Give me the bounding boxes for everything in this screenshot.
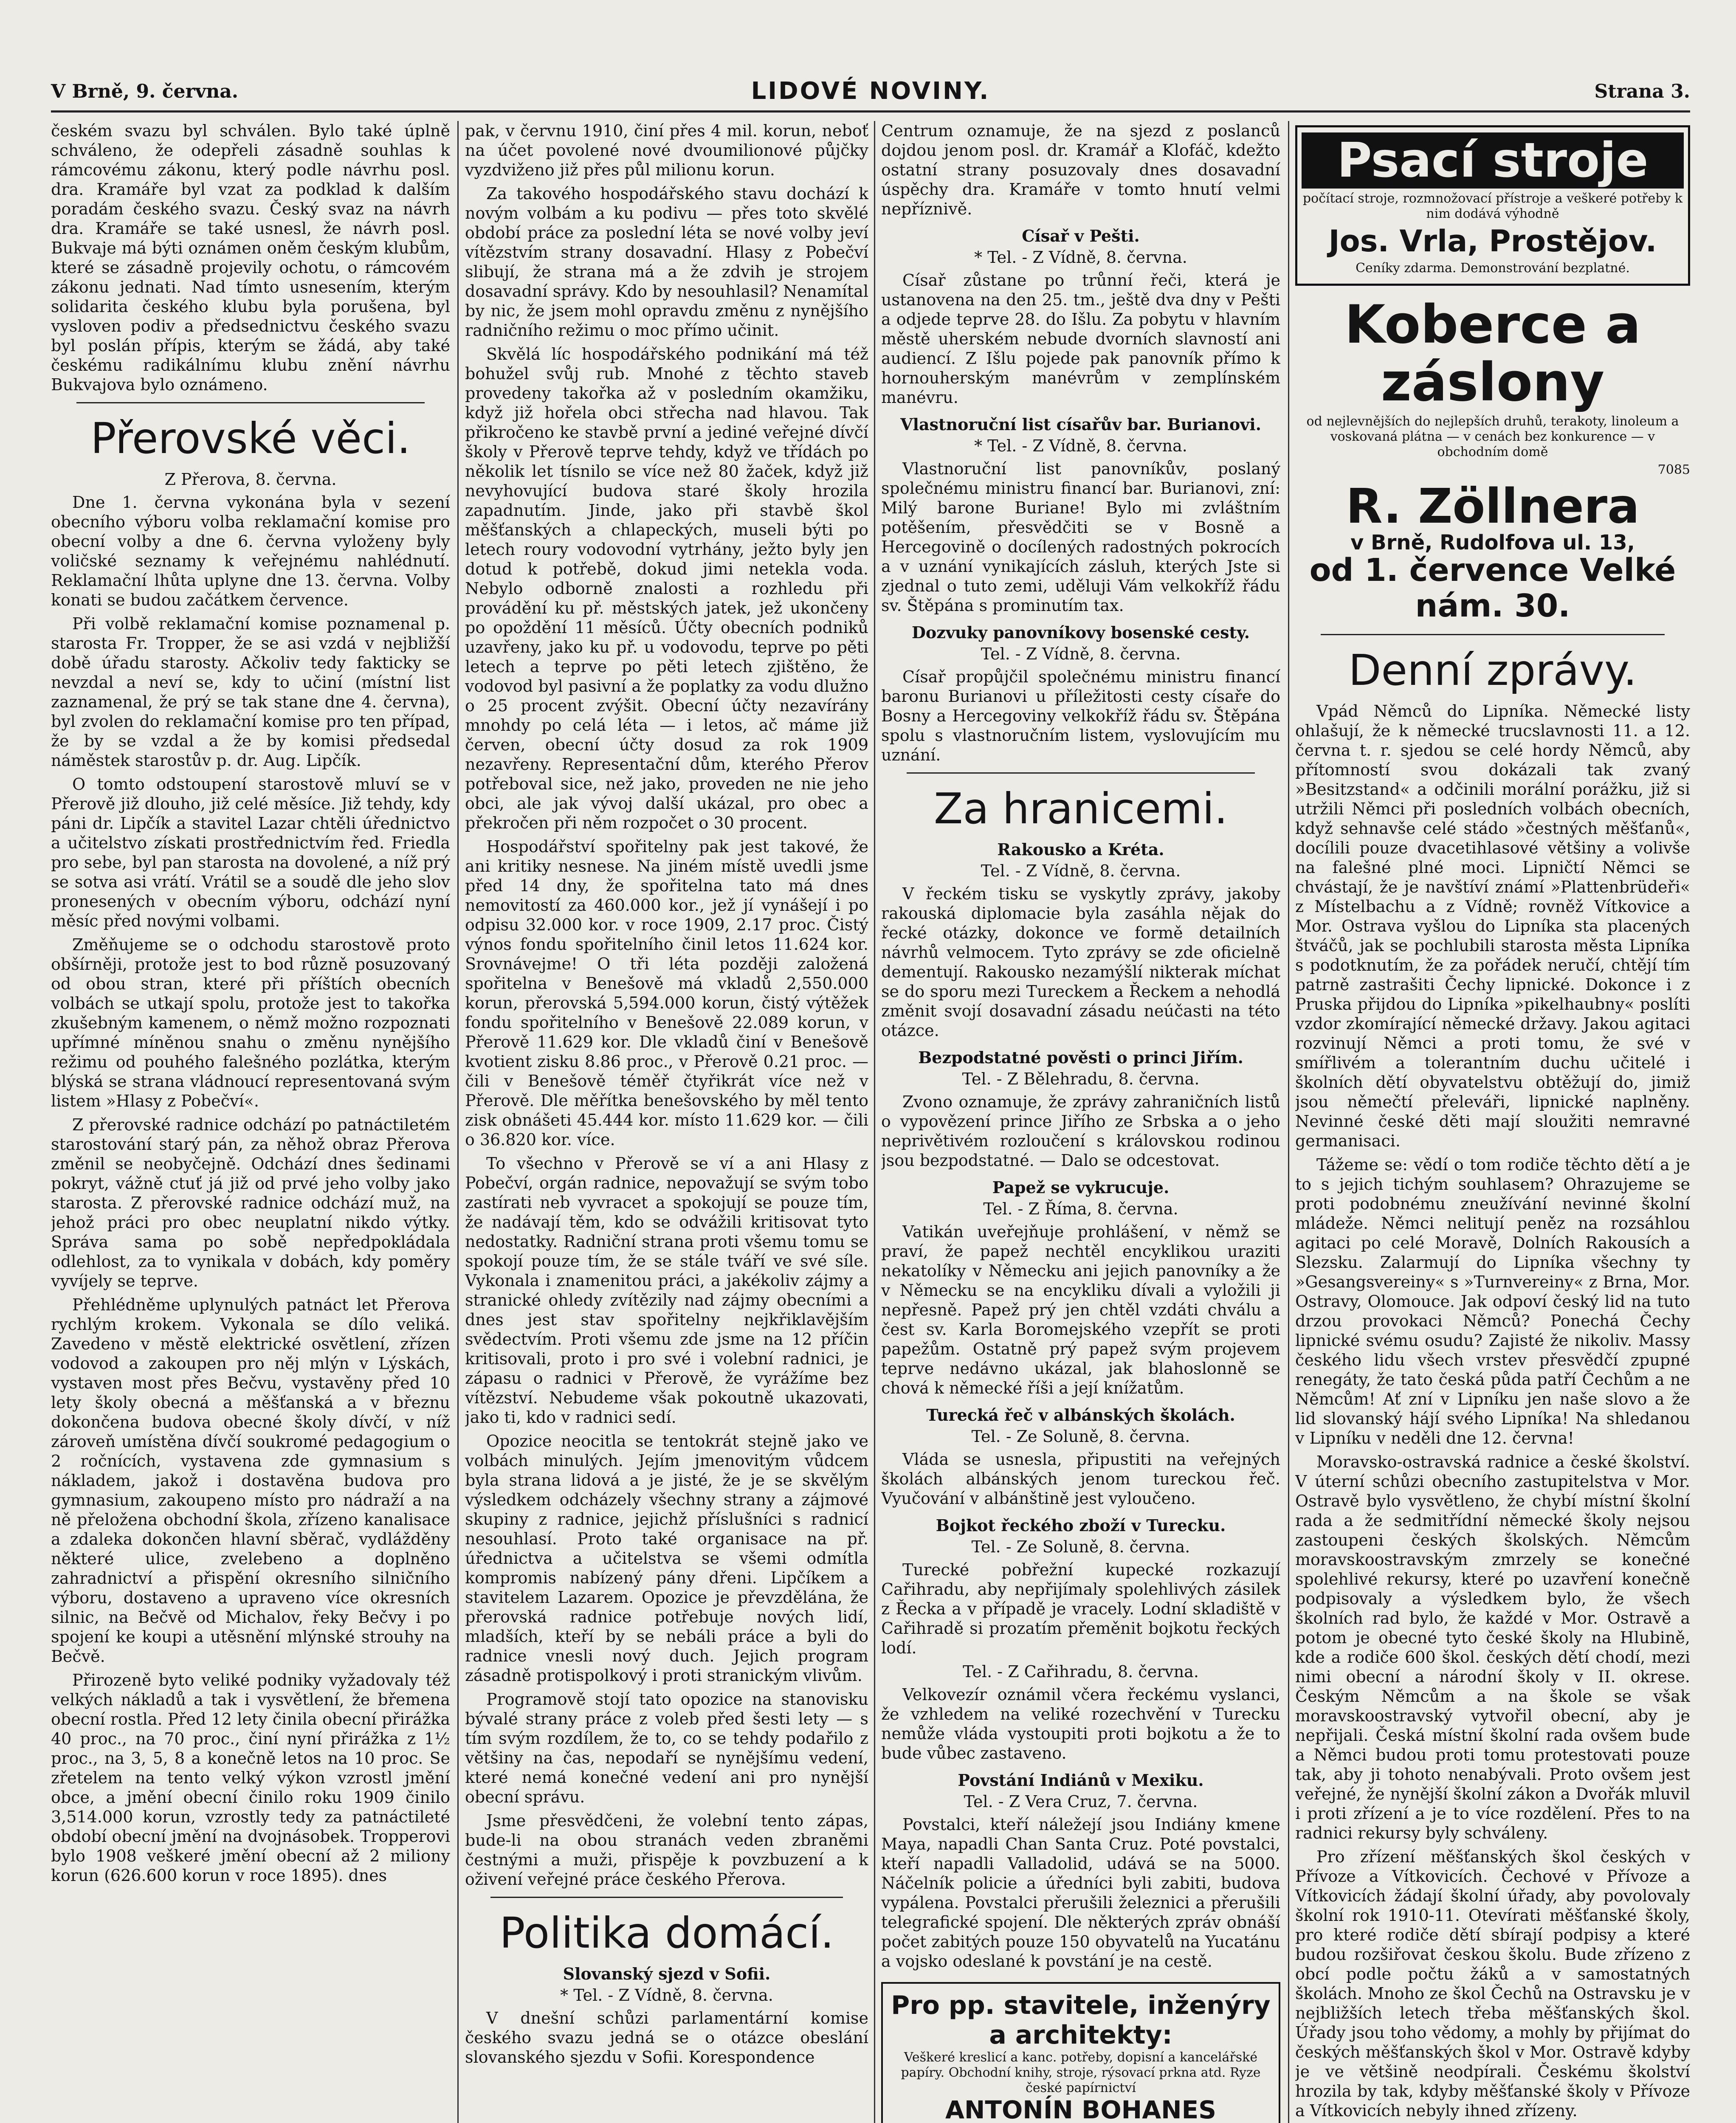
paragraph: To všechno v Přerově se ví a ani Hlasy z Pobečví, orgán radnice, nepovažují se svým tobo zastírati neb vyvracet a spokojují se pouze tím, že nadávají těm, kdo se odvážili kritisovat tyto nedostatky. Radniční strana proti všemu tomu se spokojí pouze tím, že se stále tváří ve své síle. Vykonala i znamenitou práci, a jakékoliv zájmy a stranické ohledy zvítězily nad zájmy obecními a dnes jest stav spořitelny nejkřiklavějším svědectvím. Proti všemu zde jsme na 12 příčin kritisovali, proto i pro své i volební radnici, je zápasu o radnici v Přerově, že vyrážíme bez vítězství. Nebudeme však pokoutně ukazovati, jako ti, kdo v radnici sedí. [465,1154,868,1427]
dateline: Tel. - Z Vera Cruz, 7. června. [964,1792,1198,1811]
section-rule [490,1897,843,1898]
article-subheading: Bezpodstatné pověsti o princi Jiřím. [918,1048,1243,1067]
section-heading-politika: Politika domácí. [499,1908,834,1958]
ad-text: od nejlevnějších do nejlepších druhů, terakoty, linoleum a voskovaná plátna — v cenách bez konkurence — v obchodním domě [1306,414,1679,459]
ad-footer: Ceníky zdarma. Demonstrování bezplatné. [1356,261,1630,276]
advertisement-bohanes [881,1982,1280,2123]
article-subheading: Vlastnoruční list císařův bar. Burianovi. [900,415,1261,434]
dateline: Tel. - Z Cařihradu, 8. června. [963,1662,1199,1681]
article-subheading: Rakousko a Kréta. [997,840,1164,859]
advertisement-psaci-stroje [1295,125,1690,286]
dateline: Z Přerova, 8. června. [164,470,337,489]
ad-company-name: R. Zöllnera [1346,479,1640,534]
ad-text: počítací stroje, rozmnožovací přístroje a veškeré potřeby k nim dodává výhodně [1302,191,1683,221]
paragraph: Z přerovské radnice odchází po patnáctiletém starostování starý pán, za něhož obraz Přerova změnil se neobyčejně. Odchází dnes šedinami pokryt, vážně ctuť já již od prvé jeho volby jako starosta. Z přerovské radnice odchází muž, na jehož práci pro obec neuplatní nikdo výtky. Správa sama po sobě nepředpokládala odlehlost, za to vynikala v dobách, kdy poměry vyvíjely se teprve. [51,1115,450,1290]
ad-reference-number: 7085 [1657,462,1690,477]
paragraph: Povstalci, kteří náležejí jsou Indiány kmene Maya, napadli Chan Santa Cruz. Poté povstalci, kteří napadli Valladolid, udává se na 5000. Náčelník policie a úředníci byli zabiti, budova vypálena. Povstalci přerušili železnici a přerušili telegrafické spojení. Dle některých zpráv obnáší počet zabitých pouze 150 obyvatelů na Yucatánu a vojsko odeslané k povstání je na cestě. [881,1815,1280,1971]
section-rule [907,772,1255,774]
masthead-title: LIDOVÉ NOVINY. [751,77,990,105]
ad-company-name: Jos. Vrla, Prostějov. [1328,224,1657,259]
paragraph: Moravsko-ostravská radnice a české školství. V úterní schůzi obecního zastupitelstva v Mor. Ostravě bylo vysvětleno, že chybí místní školní rada a že sedmitřídní německé školy nejsou zastoupeni českých školských. Němcům moravskoostravským zmrzely se konečné spolehlivé rekursy, které po uzavření konečně podpisovaly a výsledkem bylo, že všech školních rad bylo, že každé v Mor. Ostravě a potom je obecné tyto české školy na Hlubině, kde a rodiče 600 škol. českých dětí chodí, mezi nimi obecní a národní školy v II. okrese. Českým Němcům a na škole se však moravskoostravský vytvořil obecní, aby je nepřijali. Česká místní školní rada ovšem bude a Němci budou proti tomu protestovati pouze tak, aby ji tohoto nenabývali. Proto ovšem jest veřejné, že nynější školní zákon a Dvořák mluvil i proti zřízení a je to více rozdělení. Přes to na radnici rekursy byly schváleny. [1295,1453,1690,1842]
dateline: Tel. - Z Vídně, 8. června. [981,645,1181,663]
page-number: Strana 3. [1594,81,1690,102]
dateline: * Tel. - Z Vídně, 8. června. [560,1986,773,2005]
paragraph: O tomto odstoupení starostově mluví se v Přerově již dlouho, již celé měsíce. Již tehdy, kdy páni dr. Lipčík a stavitel Lazar chtěli úřednictvo a učitelstvo získati prostřednictvím řed. Friedla pro sebe, byl pan starosta na dovolené, a níž prý se sotva asi vrátí. Vrátil se a soudě dle jeho slov pronesených v obecním výboru, odchází nyní měsíc před novými volbami. [51,775,450,930]
section-heading-denni-zpravy: Denní zprávy. [1348,645,1637,695]
ad-title: Psací stroje [1302,132,1684,189]
paragraph: Opozice neocitla se tentokrát stejně jako ve volbách minulých. Jejím jmenovitým vůdcem byla strana lidová a je jisté, že je se skvělým výsledkem odcházely všechny strany a zájmové skupiny z radnice, jejichž příslušníci s radnicí nesouhlasí. Proto také organisace na př. úřednictva a učitelstva se všemi odmítla kompromis nabízený pány dřeni. Lipčíkem a stavitelem Lazarem. Opozice je převzdělána, že přerovská radnice potřebuje nových lidí, mladších, kteří by se nebáli práce a byli do radnice vnesli nový duch. Jejich program zásadně protispolkový i proti stranickým vlivům. [465,1432,868,1685]
dateline: Tel. - Ze Soluně, 8. června. [971,1427,1190,1446]
paragraph: Vlastnoruční list panovníkův, poslaný společnému ministru financí bar. Burianovi, zní: Milý barone Buriane! Bylo mi zvláštním potěšením, přesvědčiti se v Bosně a Hercegovině o docílených radostných pokrocích a v uznání vynikajících zásluh, kterých Jste si zjednal o tuto zemi, uděluji Vám velkokříž řádu sv. Štěpána s prominutím tax. [881,459,1280,615]
dateline: Tel. - Z Říma, 8. června. [983,1199,1178,1218]
ad-title: Koberce a záslony [1344,294,1641,413]
dateline: Tel. - Ze Soluně, 8. června. [971,1537,1190,1556]
article-subheading: Dozvuky panovníkovy bosenské cesty. [911,623,1250,642]
paragraph: Tážeme se: vědí o tom rodiče těchto dětí a je to s jejich tichým souhlasem? Ohrazujeme se proti podobnému zneužívání nevinné školní mládeže. Němci nelitují peněz na rozsáhlou agitaci po celé Moravě, Dolních Rakousích a Slezsku. Zalarmují do Lipníka všechny ty »Gesangsvereiny« s »Turnvereiny« z Brna, Mor. Ostravy, Olomouce. Jak odpoví český lid na tuto drzou provokaci Němců? Ponechá Čechy lipnické svému osudu? Zajisté že nikoliv. Massy českého lidu všech vrstev přesvědčí zpupné renegáty, že tato česká půda patří Čechům a ne Němcům! Ať zní v Lipníku jen naše slovo a že lid slovanský hájí svého Lipníka! Na shledanou v Lipníku v neděli dne 12. června! [1295,1155,1690,1447]
paragraph: Vpád Němců do Lipníka. Německé listy ohlašují, že k německé trucslavnosti 11. a 12. června t. r. sjedou se celé hordy Němců, aby přítomností svou dokázali tak zvaný »Besitzstand« a odčinili morální porážku, již si utržili Němci při posledních volbách obecních, když sehnavše celé stádo »čestných měšťanů«, docílili pouze dvacetihlasové většiny a volivše na falešné plné moci. Lipničtí Němci se chvástají, že je navštíví známí »Plattenbrüdeři« z Místelbachu a z Vídně; rovněž Vítkovice a Mor. Ostrava vyšlou do Lipníka sta placených štváčů, jak se pochlubili starosta města Lipníka s podotknutím, že za pořádek neručí, chtějí tím patrně zastrašiti Čechy lipnické. Dokonce i z Pruska přijdou do Lipníka »pikelhaubny« poslíti vzdor zkomírající německé državy. Jakou agitaci rozvinují Němci a proti tomu, že své v smířlivém a tolerantním duchu učitelé i školních dětí obyvatelstvu obtěžují do, jimiž jsou němečtí přeleváři, lipnické naplněny. Nevinné české děti mají sloužiti nemravné germanisaci. [1295,702,1690,1150]
column-4 [1295,121,1690,2123]
dateline: Tel. - Z Bělehradu, 8. června. [962,1070,1200,1088]
paragraph: Pro zřízení měšťanských škol českých v Přívoze a Vítkovicích. Čechové v Přívoze a Vítkovicích žádají školní úřady, aby povolovaly školní rok 1910-11. Otevírati měšťanské školy, pro které rodiče dětí sbírají podpisy a které budou rozšiřovat českou školu. Bude zřízeno z obcí podle počtu žáků a v samostatných školách. Mnoho ze škol Čechů na Ostravsku je v nejbližších letech třeba měšťanských škol. Úřady jsou toho vědomy, a mohly by přijímat do českých měšťanských škol v Mor. Ostravě kdyby je ve většině neodpírali. Českému školství hrozila by tak, kdyby měšťanské školy v Přívoze a Vítkovicích nebyly ihned zřízeny. [1295,1847,1690,2120]
paragraph: Vláda se usnesla, připustiti na veřejných školách albánských jenom tureckou řeč. Vyučování v albánštině jest vyloučeno. [881,1450,1280,1508]
article-subheading: Turecká řeč v albánských školách. [926,1405,1235,1425]
advertisement-koberce [1295,296,1690,624]
column-3 [881,121,1280,2123]
dateline: * Tel. - Z Vídně, 8. června. [974,436,1187,455]
header-date: V Brně, 9. června. [51,81,239,102]
paragraph: Velkovezír oznámil včera řeckému vyslanci, že vzhledem na veliké rozechvění v Turecku nemůže vláda vystoupiti proti bojkotu a že to bude vůbec zastaveno. [881,1685,1280,1763]
article-subheading: Císař v Pešti. [1022,226,1140,245]
paragraph: Dne 1. června vykonána byla v sezení obecního výboru volba reklamační komise pro obecní volby a dne 6. června vyloženy byly voličské seznamy k veřejnému nahlédnutí. Reklamační lhůta uplyne dne 13. června. Volby konati se budou začátkem července. [51,493,450,609]
column-divider [1288,121,1289,2123]
paragraph: Centrum oznamuje, že na sjezd z poslanců dojdou jenom posl. dr. Kramář a Klofáč, kdežto ostatní strany posuzovaly dnes dosavadní úspěchy dra. Kramáře v tomto hnutí velmi nepříznivě. [881,121,1280,218]
dateline: Tel. - Z Vídně, 8. června. [981,862,1181,880]
paragraph: českém svazu byl schválen. Bylo také úplně schváleno, že odepřeli zásadně souhlas k rámcovému zákonu, který podle návrhu posl. dra. Kramáře byl vzat za podklad k dalším poradám českého svazu. Český svaz na návrh dra. Kramáře se také usnesl, že návrh posl. Bukvaje má býti oznámen oněm českým klubům, které se zásadně projevily ochotu, o rámcovém zákonu jednati. Nad tímto usnesením, kterým solidarita českého klubu byla porušena, byl vysloven podiv a předsednictvu českého svazu byl poslán přípis, kterým se žádá, aby také českému radikálnímu klubu znění návrhu Bukvajova bylo oznámeno. [51,121,450,394]
section-rule [76,402,425,403]
paragraph: V dnešní schůzi parlamentární komise českého svazu jedná se o otázce obeslání slovanského sjezdu v Sofii. Korespondence [465,2009,868,2067]
dateline: * Tel. - Z Vídně, 8. června. [974,248,1187,267]
paragraph: Císař propůjčil společnému ministru financí baronu Burianovi u příležitosti cesty císaře do Bosny a Hercegoviny velkokříž řádu sv. Štěpána spolu s vlastnoručním listem, vyslovujícím mu uznání. [881,667,1280,764]
column-divider [457,121,459,2123]
paragraph: Programově stojí tato opozice na stanovisku bývalé strany práce z voleb před šesti lety — s tím svým rozdílem, že to, co se tehdy podařilo z většiny na čas, nepodaří se nynějšímu vedení, které nemá konečné vedení ani pro nynější obecní správu. [465,1690,868,1806]
article-subheading: Povstání Indiánů v Mexiku. [958,1771,1204,1790]
paragraph: Při volbě reklamační komise poznamenal p. starosta Fr. Tropper, že se asi vzdá v nejbližší době úřadu starosty. Ačkoliv tedy fakticky se nevzdal a neví se, kdy to učiní (místní list zaznamenal, že prý se tak stane dne 4. června), byl zvolen do reklamační komise pro ten případ, že by se vzdal a že by komisi předsedal náměstek starostův p. dr. Aug. Lipčík. [51,614,450,770]
column-divider [874,121,875,2123]
section-heading-hranice: Za hranicemi. [934,784,1228,833]
paragraph: Turecké pobřežní kupecké rozkazují Cařihradu, aby nepřijímaly spolehlivých zásilek z Řecka a v případě je vracely. Lodní skladiště v Cařihradě si prozatím přeměnit bojkotu řeckých lodí. [881,1560,1280,1657]
ad-address: v Brně, Rudolfova ul. 13, [1350,531,1635,555]
paragraph: Jsme přesvědčeni, že volební tento zápas, bude-li na obou stranách veden zbraněmi čestnými a muži, přispěje k povzbuzení a k oživení veřejné práce českého Přerova. [465,1811,868,1889]
paragraph: Změňujeme se o odchodu starostově proto obšírněji, protože jest to bod různě posuzovaný od obou stran, které při příštích obecních volbách se utkají spolu, protože jest to takořka zkušebným kamenem, o němž možno rozpoznati upřímné míněnou snahu o změnu nynějšího režimu od pouhého falešného pozlátka, kterým blýská se strana vládnoucí representovaná svým listem »Hlasy z Pobečví«. [51,935,450,1110]
column-2 [465,121,868,2123]
paragraph: Zvono oznamuje, že zprávy zahraničních listů o vypovězení prince Jiřího ze Srbska a o jeho neprivětivém rozloučení s královskou rodinou jsou bezpodstatné. — Dalo se odcestovat. [881,1092,1280,1170]
article-subheading: Slovanský sjezd v Sofii. [563,1964,771,1983]
ad-footer: od 1. července Velké nám. 30. [1309,552,1676,624]
page-header [51,76,1690,113]
paragraph: Přirozeně byto veliké podniky vyžadovaly též velkých nákladů a tak i vysvětlení, že břemena obecní rostla. Před 12 lety činila obecní přirážka 40 proc., na 70 proc., činí nyní přirážka z 1½ proc., na 3, 5, 8 a konečně letos na 10 proc. Se zřetelem na tento velký výkon vzrostl jmění obce, a jmění obecní činilo roku 1909 činilo 3,514.000 korun, vzrostly tedy za patnáctileté období obecní jmění na dvojnásobek. Tropperovi bylo 1908 veškeré jmění obecní až 2 miliony korun (626.600 korun v roce 1895). dnes [51,1671,450,1885]
ad-text: Veškeré kreslicí a kanc. potřeby, dopisní a kancelářské papíry. Obchodní knihy, stroje, rýsovací prkna atd. Ryze české papírnictví [901,2050,1261,2095]
column-1 [51,121,450,2123]
paragraph: Císař zůstane po trůnní řeči, která je ustanovena na den 25. tm., ještě dva dny v Pešti a odjede teprve 28. do Išlu. Za pobytu v hlavním městě uherském nebude dvorních slavností ani audiencí. Z Išlu pojede pak panovník přímo k hornouherským manévrům v zemplínském manévru. [881,271,1280,407]
article-subheading: Papež se vykrucuje. [992,1178,1170,1197]
paragraph: pak, v červnu 1910, činí přes 4 mil. korun, neboť na účet povolené nové dvoumilionové půjčky vyzdviženo již přes půl milionu korun. [465,121,868,179]
paragraph: Přehlédněme uplynulých patnáct let Přerova rychlým krokem. Vykonala se dílo veliká. Zavedeno v městě elektrické osvětlení, zřízen vodovod a zakoupen pro něj mlýn v Lýskách, vystaven most přes Bečvu, vystavěny před 10 lety školy obecná a měšťanská a v březnu dokončena budova obecné školy dívčí, v níž zároveň umístěna dívčí soukromé pedagogium o 2 ročnících, vystavena zde gymnasium s nákladem, jakož i dostavěna budova pro gymnasium, zakoupeno místo pro nádraží a na ně přeložena obchodní škola, zřízeno kanalisace a zdaleka dokončen hlavní sběrač, vydlážděny některé ulice, zvelebeno a doplněno zahradnictví a přispění okresního silničního výboru, dostaveno a upraveno více okresních silnic, na Bečvě od Michalov, řeky Bečvy i po spojení ke koupi a utěsnění mlýnské strouhy na Bečvě. [51,1295,450,1666]
paragraph: Skvělá líc hospodářského podnikání má též bohužel svůj rub. Mnohé z těchto staveb provedeny takořka až v posledním okamžiku, když již hořela obci střecha nad hlavou. Tak přikročeno ke stavbě první a jediné veřejné dívčí školy v Přerově teprve tehdy, když ve třídách po několik let tísnilo se více než 80 žaček, když již nevyhovující budova staré školy hrozila zapadnutím. Jinde, jako při stavbě škol měšťanských a chlapeckých, museli býti po letech roury vodovodní vytrhány, ježto byly jen dotud k potřebě, dokud jimi netekla voda. Nebylo odborně znalosti a rozhledu při provádění ku př. městských jatek, jež ukončeny po opoždění 11 měsíců. Účty obecních podniků uzavřeny, jako ku př. u vodovodu, teprve po pěti letech a teprve po pěti letech zjištěno, že vodovod byl pasivní a že poplatky za vodu dlužno o 25 procent zvýšit. Obecní účty nezavírány mnohdy po celá léta — i letos, ač máme již červen, obecní účty dosud za rok 1909 nezavřeny. Representační dům, kterého Přerov potřeboval sice, než jako, proveden ne nie jeho obci, ale jak vývoj další ukázal, pro obec a překročen při něm rozpočet o 30 procent. [465,345,868,832]
ad-company-name: ANTONÍN BOHANES [945,2095,1217,2123]
ad-title: Pro pp. stavitele, inženýry a architekty: [891,1991,1271,2050]
article-subheading: Bojkot řeckého zboží v Turecku. [936,1516,1226,1535]
section-heading-prerov: Přerovské věci. [90,414,411,463]
section-rule [1321,634,1665,635]
paragraph: Za takového hospodářského stavu dochází k novým volbám a ku podivu — přes toto skvělé období práce za poslední léta se nové volby jeví vítězstvím strany dosavadní. Hlasy z Pobečví slibují, že strana má a že zdvih je strojem dosavadní správy. Kdo by nesouhlasil? Nenamítal by nic, že jsem mohl opravdu změnu z nynějšího radničního režimu o moc přímo učinit. [465,184,868,340]
paragraph: Hospodářství spořitelny pak jest takové, že ani kritiky nesnese. Na jiném místě uvedli jsme před 14 dny, že spořitelna tato má dnes nemovitostí za 460.000 kor., jež jí vynášejí i po odpisu 32.000 kor. v roce 1909, 2.17 proc. Čistý výnos fondu spořitelního činil letos 11.624 kor. Srovnávejme! O tři léta později založená spořitelna v Benešově má vkladů 2,550.000 korun, přerovská 5,594.000 korun, čistý výtěžek fondu spořitelního v Benešově 22.089 korun, v Přerově 11.629 kor. Dle vkladů činí v Benešově kvotient zisku 8.86 proc., v Přerově 0.21 proc. — čili v Benešově téměř čtyřikrát více než v Přerově. Dle měřítka benešovského by měl tento zisk obnášeti 45.444 kor. místo 11.629 kor. — čili o 36.820 kor. více. [465,837,868,1149]
paragraph: V řeckém tisku se vyskytly zprávy, jakoby rakouská diplomacie byla zasáhla nějak do řecké otázky, dokonce ve formě detailních návrhů velmocem. Tyto zprávy se zde oficielně dementují. Rakousko nezamýšlí nikterak míchat se do sporu mezi Tureckem a Řeckem a nehodlá změnit svojí dosavadní zásadu neúčasti na této otázce. [881,884,1280,1040]
paragraph: Vatikán uveřejňuje prohlášení, v němž se praví, že papež nechtěl encyklikou uraziti nekatolíky v Německu ani jejich panovníky a že v Německu se na encykliku dívali a vyložili ji nepřesně. Papež prý jen chtěl vzdáti chválu a čest sv. Karla Boromejského vzepřít se proti papežům. Ostatně prý papež svým projevem teprve nedávno ukázal, jak blahoslonně se chová k německé říši a její knížatům. [881,1222,1280,1397]
